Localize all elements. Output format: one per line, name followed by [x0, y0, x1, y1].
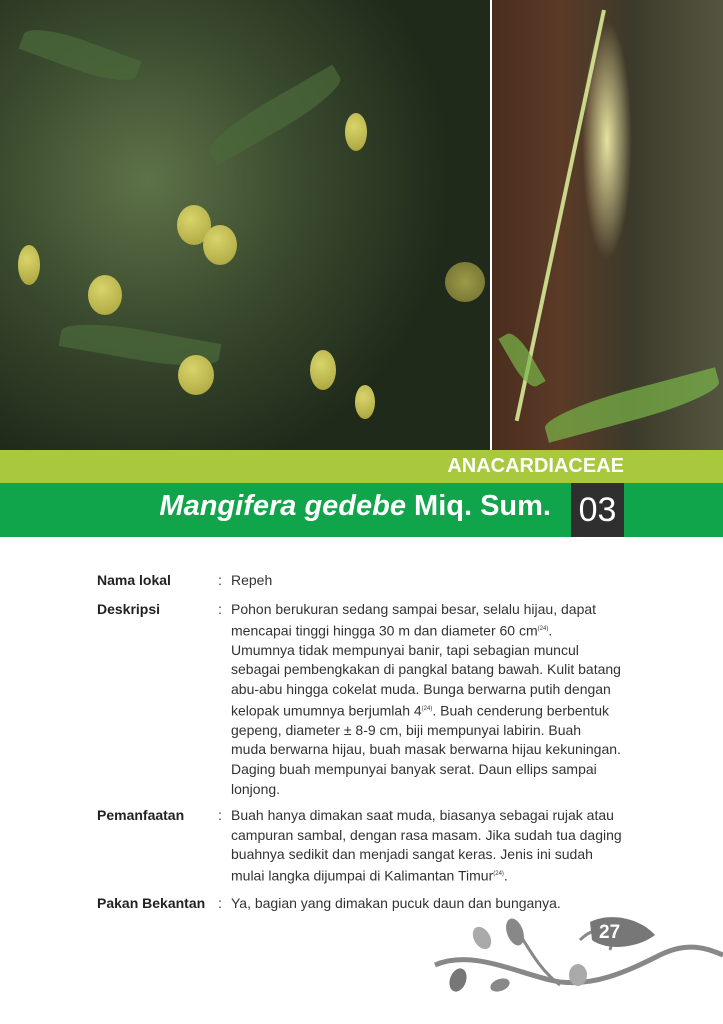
species-title — [159, 490, 551, 523]
page-number: 27 — [599, 922, 621, 943]
entry-text: Ya, bagian yang dimakan pucuk daun dan bunganya. — [231, 895, 561, 911]
text-span: . — [548, 622, 553, 639]
colon: : — [218, 807, 222, 823]
photo-mango-tree-fruits — [0, 0, 490, 450]
photo-mango-inflorescence — [492, 0, 723, 450]
text-line: lonjong. — [231, 780, 281, 797]
entry-text — [231, 600, 651, 799]
species-name: Mangifera gedebe — [159, 490, 406, 522]
text-line: campuran sambal, dengan rasa masam. Jika sudah tua daging — [231, 826, 622, 843]
citation: (24) — [493, 870, 504, 877]
text-line: gepeng, diameter ± 8-9 cm, biji mempunyai labirin. Buah — [231, 721, 582, 738]
text-line: Umumnya tidak mempunyai banir, tapi sebagian muncul — [231, 641, 579, 658]
text-line: muda berwarna hijau, buah masak berwarna hijau kekuningan. — [231, 741, 621, 758]
citation: (24) — [537, 625, 549, 632]
species-number: 03 — [571, 483, 624, 537]
entry-label: Deskripsi — [97, 601, 161, 617]
species-author: Miq. Sum. — [414, 490, 551, 522]
entry-text: Repeh — [231, 572, 273, 588]
text-line: Daging buah mempunyai banyak serat. Daun ellips sampai — [231, 761, 597, 778]
text-line: buahnya sedikit dan menjadi sangat keras. Jenis ini sudah — [231, 846, 593, 863]
entry-label: Nama lokal — [97, 572, 171, 588]
entry-label: Pakan Bekantan — [97, 895, 206, 911]
text-line — [231, 620, 651, 641]
family-name: ANACARDIACEAE — [447, 455, 624, 477]
text-line: Pohon berukuran sedang sampai besar, selalu hijau, dapat — [231, 601, 597, 617]
text-span: kelopak umumnya berjumlah 4 — [231, 702, 422, 719]
text-line: abu-abu hingga cokelat muda. Bunga berwarna putih dengan — [231, 681, 611, 698]
text-line — [231, 700, 651, 721]
entry-label: Pemanfaatan — [97, 807, 185, 823]
text-span: . Buah cenderung berbentuk — [432, 702, 610, 719]
colon: : — [218, 572, 222, 588]
text-span: mulai langka dijumpai di Kalimantan Timur — [231, 867, 494, 884]
vine-ornament-icon — [430, 910, 723, 1000]
entry-text — [231, 806, 651, 886]
text-line: sebagai pembengkakan di pangkal batang bawah. Kulit batang — [231, 661, 621, 678]
colon: : — [218, 895, 222, 911]
colon: : — [218, 601, 222, 617]
citation: (24) — [421, 705, 433, 712]
text-line: Buah hanya dimakan saat muda, biasanya sebagai rujak atau — [231, 807, 614, 823]
text-span: mencapai tinggi hingga 30 m dan diameter 60 cm — [231, 622, 538, 639]
text-span: . — [503, 867, 508, 884]
text-line — [231, 865, 651, 886]
